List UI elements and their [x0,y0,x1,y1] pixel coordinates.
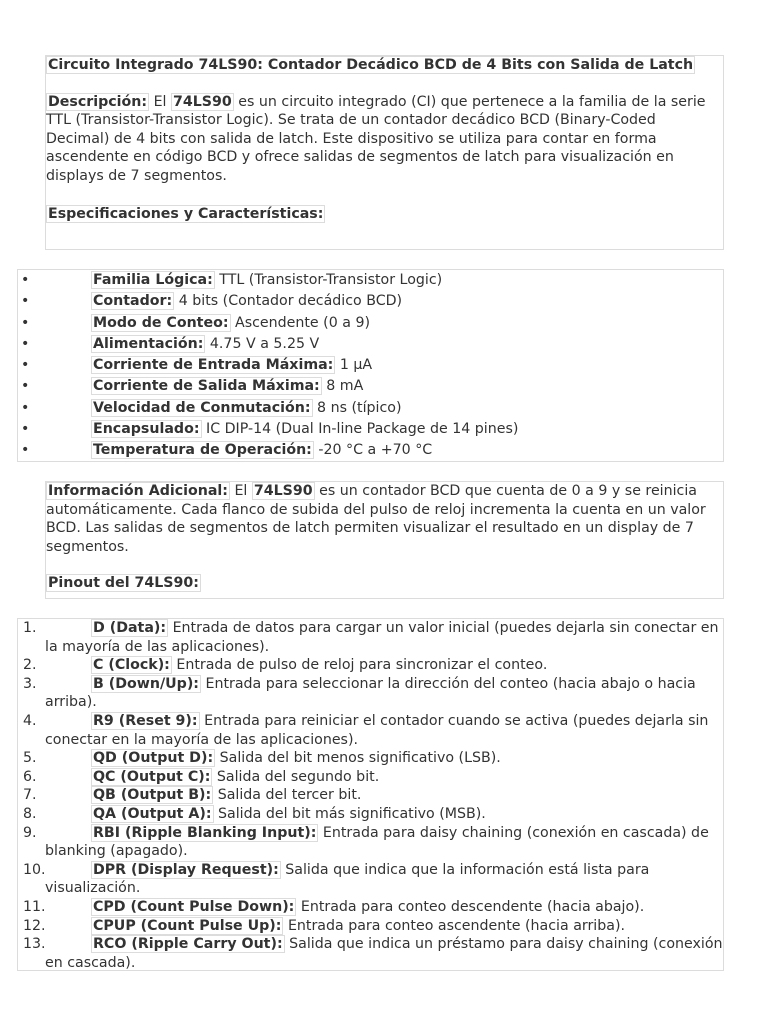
pinout-label: RCO (Ripple Carry Out): [93,936,283,953]
spec-label: Contador: [93,293,173,310]
pinout-label: QD (Output D): [93,750,214,767]
pinout-heading-text: Pinout del 74LS90: [48,575,199,592]
spec-item [18,376,723,397]
specs-list-block [17,269,724,462]
pinout-label: QC (Output C): [93,768,211,785]
bullet-icon: • [21,399,30,416]
pinout-value: Entrada para conteo descendente (hacia abajo). [296,898,645,915]
spec-label: Alimentación: [93,335,204,352]
additional-pre: El [229,483,252,499]
pinout-item [18,656,723,675]
pinout-value: Salida que indica un préstamo para daisy chaining (conexión en cascada). [45,936,723,971]
pinout-number: 5. [23,750,37,767]
pinout-item [18,805,723,824]
page-title [46,56,723,75]
spec-value: Ascendente (0 a 9) [230,314,371,331]
pinout-value: Salida del bit menos significativo (LSB). [215,750,501,767]
spec-value: -20 °C a +70 °C [313,442,433,459]
pinout-item [18,619,723,656]
spec-label: Corriente de Salida Máxima: [93,378,320,395]
spec-label: Corriente de Entrada Máxima: [93,357,334,374]
additional-block [45,481,724,599]
pinout-value: Salida del segundo bit. [212,768,380,785]
pinout-item [18,824,723,861]
pinout-value: Entrada de pulso de reloj para sincronizar el conteo. [171,657,548,674]
description-label: Descripción: [48,93,148,110]
pinout-label: C (Clock): [93,657,170,674]
pinout-list [18,619,723,972]
pinout-label: QB (Output B): [93,787,212,804]
spec-value: IC DIP-14 (Dual In-line Package de 14 pines) [201,421,519,438]
spec-value: 1 µA [335,357,373,374]
page-title-text: Circuito Integrado 74LS90: Contador Decádico BCD de 4 Bits con Salida de Latch [48,57,694,73]
pinout-number: 11. [23,898,46,915]
spec-item [18,398,723,419]
pinout-label: D (Data): [93,620,167,636]
pinout-number: 7. [23,787,37,804]
spec-item [18,334,723,355]
pinout-item [18,786,723,805]
spec-item [18,355,723,376]
pinout-item [18,768,723,787]
pinout-value: Salida del bit más significativo (MSB). [213,805,486,822]
spec-label: Familia Lógica: [93,272,213,288]
spec-item [18,291,723,312]
pinout-number: 13. [23,936,46,953]
pinout-number: 12. [23,917,46,934]
pinout-label: CPUP (Count Pulse Up): [93,917,282,934]
bullet-icon: • [21,293,30,310]
pinout-item [18,861,723,898]
description-paragraph [46,93,723,186]
pinout-label: RBI (Ripple Blanking Input): [93,824,317,841]
description-chip: 74LS90 [173,93,232,110]
pinout-number: 8. [23,805,37,822]
bullet-icon: • [21,357,30,374]
pinout-number: 9. [23,824,37,841]
spec-item [18,270,723,291]
spec-item [18,313,723,334]
pinout-item [18,898,723,917]
pinout-value: Entrada para conteo ascendente (hacia arriba). [283,917,625,934]
spec-item [18,419,723,440]
pinout-item [18,712,723,749]
description-text: es un circuito integrado (CI) que pertenece a la familia de la serie TTL (Transistor-Transistor Logic). Se trata de un contador decádico BCD (Binary-Coded Decimal) de 4 bits con salida de latch. Este dispositivo se utiliza para contar en forma ascendente en código BCD y ofrece salidas de segmentos de latch para visualización en displays de 7 segmentos. [46,93,706,184]
pinout-value: Salida del tercer bit. [213,787,362,804]
spec-value: 4.75 V a 5.25 V [205,335,320,352]
spec-label: Modo de Conteo: [93,314,229,331]
specs-list [18,270,723,462]
pinout-value: Entrada para daisy chaining (conexión en cascada) de blanking (apagado). [45,824,709,860]
pinout-value: Entrada para seleccionar la dirección del conteo (hacia abajo o hacia arriba). [45,675,696,711]
pinout-heading [46,574,723,593]
additional-paragraph [46,482,723,556]
bullet-icon: • [21,272,30,288]
pinout-item [18,675,723,712]
pinout-value: Salida que indica que la información está lista para visualización. [45,861,650,897]
pinout-label: CPD (Count Pulse Down): [93,898,295,915]
pinout-number: 10. [23,861,46,878]
pinout-value: Entrada para reiniciar el contador cuando se activa (puedes dejarla sin conectar en la mayoría de las aplicaciones). [45,712,709,748]
bullet-icon: • [21,421,30,438]
additional-text: es un contador BCD que cuenta de 0 a 9 y se reinicia automáticamente. Cada flanco de subida del pulso de reloj incrementa la cuenta en un valor BCD. Las salidas de segmentos de latch permiten visualizar el resultado en un display de 7 segmentos. [46,483,706,555]
spec-label: Velocidad de Conmutación: [93,399,311,416]
spec-value: TTL (Transistor-Transistor Logic) [214,272,443,288]
pinout-item [18,935,723,972]
pinout-item [18,749,723,768]
pinout-label: B (Down/Up): [93,675,199,692]
pinout-label: R9 (Reset 9): [93,712,198,729]
additional-chip: 74LS90 [253,483,313,499]
additional-label: Información Adicional: [48,483,228,499]
spec-label: Temperatura de Operación: [93,442,312,459]
pinout-number: 3. [23,675,37,692]
pinout-item [18,917,723,936]
bullet-icon: • [21,314,30,331]
pinout-number: 2. [23,657,37,674]
pinout-value: Entrada de datos para cargar un valor inicial (puedes dejarla sin conectar en la mayoría de las aplicaciones). [45,620,719,655]
pinout-label: QA (Output A): [93,805,212,822]
intro-block [45,55,724,250]
bullet-icon: • [21,335,30,352]
description-pre: El [149,93,172,110]
spec-value: 8 ns (típico) [312,399,402,416]
spec-value: 4 bits (Contador decádico BCD) [174,293,403,310]
specs-heading-text: Especificaciones y Características: [48,205,324,222]
pinout-number: 1. [23,620,37,636]
bullet-icon: • [21,442,30,459]
spec-item [18,440,723,461]
spec-label: Encapsulado: [93,421,200,438]
pinout-list-block [17,618,724,971]
pinout-label: DPR (Display Request): [93,861,279,878]
spec-value: 8 mA [321,378,364,395]
pinout-number: 6. [23,768,37,785]
specs-heading [46,205,723,224]
pinout-number: 4. [23,712,37,729]
bullet-icon: • [21,378,30,395]
